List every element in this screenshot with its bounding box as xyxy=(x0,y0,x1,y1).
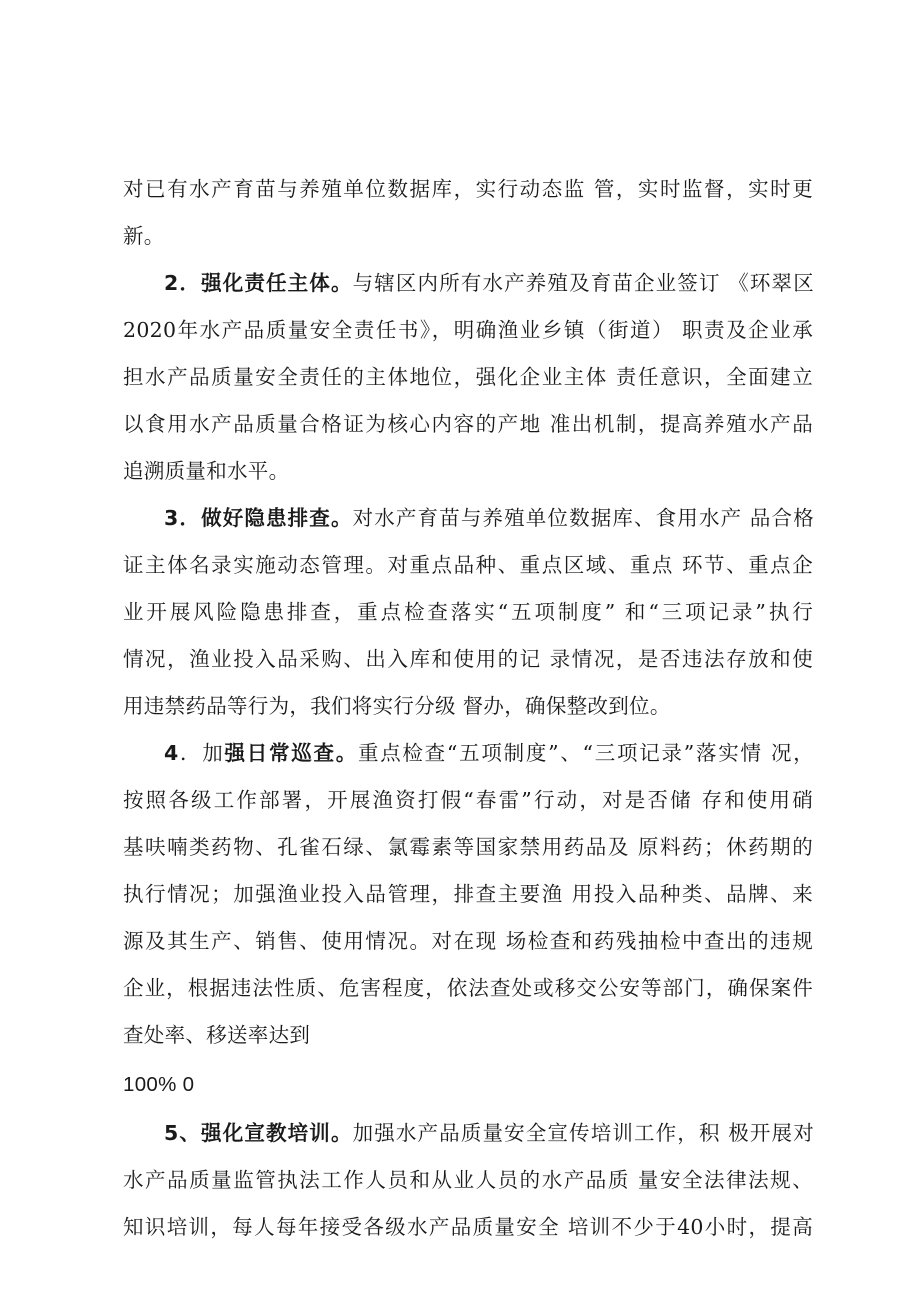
paragraph-2-number: 2 xyxy=(164,271,179,295)
paragraph-2-line-1-text: 与辖区内所有水产养殖及育苗企业签订 《环翠区 xyxy=(352,271,814,295)
paragraph-2-line-3: 担水产品质量安全责任的主体地位，强化企业主体 责任意识，全面建立 xyxy=(123,365,813,389)
paragraph-5-line-1 xyxy=(164,1119,814,1147)
paragraph-3-line-2: 证主体名录实施动态管理。对重点品种、重点区域、重点 环节、重点企 xyxy=(123,553,813,577)
paragraph-3-number: 3 xyxy=(164,506,179,530)
paragraph-4-line-1 xyxy=(164,739,814,767)
paragraph-4-tail: 100% 0 xyxy=(123,1073,195,1096)
paragraph-1-line-2: 新。 xyxy=(123,224,165,248)
paragraph-4-line-3: 基呋喃类药物、孔雀石绿、氯霉素等国家禁用药品及 原料药；休药期的 xyxy=(123,835,813,859)
paragraph-3-line-3: 业开展风险隐患排查，重点检查落实“五项制度” 和“三项记录”执行 xyxy=(123,600,813,624)
paragraph-4-line-2: 按照各级工作部署，开展渔资打假“春雷”行动，对是否储 存和使用硝 xyxy=(123,788,813,812)
paragraph-4-number: 4 xyxy=(164,741,179,765)
paragraph-5-line-2: 水产品质量监管执法工作人员和从业人员的水产品质 量安全法律法规、 xyxy=(123,1168,813,1192)
paragraph-1-line-1: 对已有水产育苗与养殖单位数据库，实行动态监 管，实时监督，实时更 xyxy=(123,177,813,201)
paragraph-4-line-1-text: 重点检查“五项制度”、“三项记录”落实情 况， xyxy=(357,741,814,765)
paragraph-4-heading-prefix: ．加 xyxy=(178,741,225,765)
paragraph-2-line-4: 以食用水产品质量合格证为核心内容的产地 准出机制，提高养殖水产品 xyxy=(123,412,813,436)
paragraph-5-line-1-text: 加强水产品质量安全宣传培训工作，积 极开展对 xyxy=(352,1121,814,1145)
paragraph-4-line-6: 企业，根据违法性质、危害程度，依法查处或移交公安等部门，确保案件 xyxy=(123,976,813,1000)
paragraph-4-line-5: 源及其生产、销售、使用情况。对在现 场检查和药残抽检中查出的违规 xyxy=(123,929,813,953)
paragraph-3-heading: ．做好隐患排查。 xyxy=(178,506,353,530)
paragraph-4-line-7: 查处率、移送率达到 xyxy=(123,1023,311,1047)
paragraph-5-line-3: 知识培训，每人每年接受各级水产品质量安全 培训不少于40小时，提高 xyxy=(123,1215,813,1239)
paragraph-2-line-1 xyxy=(164,269,814,297)
paragraph-3-line-5: 用违禁药品等行为，我们将实行分级 督办，确保整改到位。 xyxy=(123,694,671,718)
paragraph-2-heading: ．强化责任主体。 xyxy=(178,271,353,295)
paragraph-2-line-2: 2020年水产品质量安全责任书》，明确渔业乡镇（街道） 职责及企业承 xyxy=(123,318,813,342)
paragraph-2-line-5: 追溯质量和水平。 xyxy=(123,459,290,483)
paragraph-3-line-4: 情况，渔业投入品采购、出入库和使用的记 录情况，是否违法存放和使 xyxy=(123,647,813,671)
paragraph-5-heading: 5、强化宣教培训。 xyxy=(164,1121,353,1145)
paragraph-4-line-4: 执行情况；加强渔业投入品管理，排查主要渔 用投入品种类、品牌、来 xyxy=(123,882,813,906)
paragraph-3-line-1-text: 对水产育苗与养殖单位数据库、食用水产 品合格 xyxy=(352,506,814,530)
paragraph-3-line-1 xyxy=(164,504,814,532)
paragraph-4-heading: 强日常巡查。 xyxy=(224,741,358,765)
